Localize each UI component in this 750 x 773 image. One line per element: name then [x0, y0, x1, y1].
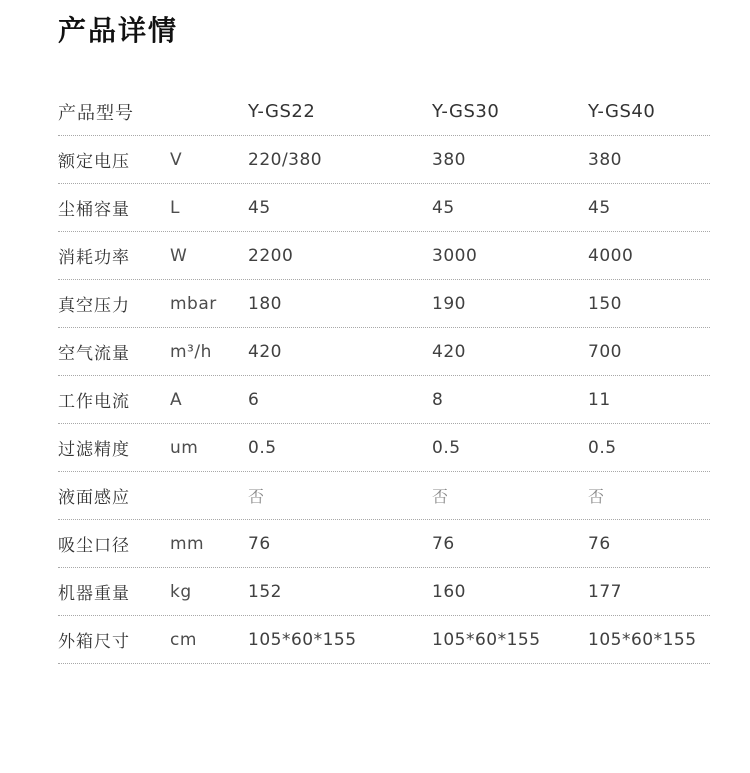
spec-label: 空气流量	[58, 344, 130, 364]
spec-value: 3000	[432, 245, 478, 266]
spec-unit: m³/h	[170, 341, 212, 362]
spec-value: 4000	[588, 245, 634, 266]
header-model-label: 产品型号	[58, 102, 134, 124]
spec-label: 真空压力	[58, 296, 130, 316]
spec-value: 8	[432, 389, 444, 410]
spec-value: 177	[588, 581, 622, 602]
model-name: Y-GS30	[432, 101, 500, 122]
table-row	[58, 232, 710, 280]
spec-value: 105*60*155	[248, 629, 357, 650]
table-row	[58, 376, 710, 424]
table-row	[58, 568, 710, 616]
spec-label: 吸尘口径	[58, 536, 130, 556]
spec-value: 76	[432, 533, 455, 554]
spec-value: 700	[588, 341, 622, 362]
spec-value: 76	[588, 533, 611, 554]
spec-value: 2200	[248, 245, 294, 266]
model-name: Y-GS40	[588, 101, 656, 122]
spec-unit: kg	[170, 581, 192, 602]
spec-value: 0.5	[432, 437, 461, 458]
spec-value: 380	[432, 149, 466, 170]
spec-unit: L	[170, 197, 180, 218]
table-header-row	[58, 88, 710, 136]
spec-value: 0.5	[588, 437, 617, 458]
spec-value: 420	[432, 341, 466, 362]
spec-value: 220/380	[248, 149, 323, 170]
spec-label: 额定电压	[58, 152, 130, 172]
spec-value: 160	[432, 581, 466, 602]
table-row	[58, 328, 710, 376]
table-row	[58, 472, 710, 520]
spec-value: 45	[432, 197, 455, 218]
spec-unit: mm	[170, 533, 205, 554]
spec-value: 6	[248, 389, 260, 410]
spec-label: 过滤精度	[58, 440, 130, 460]
spec-value: 152	[248, 581, 282, 602]
spec-value: 否	[248, 487, 265, 506]
spec-value: 190	[432, 293, 466, 314]
spec-value: 180	[248, 293, 282, 314]
table-row	[58, 136, 710, 184]
spec-unit: W	[170, 245, 188, 266]
spec-value: 11	[588, 389, 611, 410]
spec-unit: um	[170, 437, 199, 458]
spec-value: 否	[432, 487, 449, 506]
spec-label: 外箱尺寸	[58, 632, 130, 652]
spec-unit: cm	[170, 629, 197, 650]
spec-value: 105*60*155	[432, 629, 541, 650]
table-row	[58, 184, 710, 232]
table-row	[58, 280, 710, 328]
spec-value: 0.5	[248, 437, 277, 458]
spec-value: 420	[248, 341, 282, 362]
spec-value: 45	[248, 197, 271, 218]
spec-unit: A	[170, 389, 183, 410]
table-row	[58, 520, 710, 568]
spec-value: 380	[588, 149, 622, 170]
spec-value: 否	[588, 487, 605, 506]
spec-label: 液面感应	[58, 488, 130, 508]
spec-value: 76	[248, 533, 271, 554]
spec-label: 机器重量	[58, 584, 130, 604]
table-row	[58, 424, 710, 472]
spec-label: 工作电流	[58, 392, 130, 412]
table-row	[58, 616, 710, 664]
spec-unit: V	[170, 149, 183, 170]
model-name: Y-GS22	[248, 101, 316, 122]
spec-value: 105*60*155	[588, 629, 697, 650]
spec-unit: mbar	[170, 293, 217, 314]
spec-value: 45	[588, 197, 611, 218]
page-title: 产品详情	[58, 14, 179, 47]
table-body	[58, 136, 710, 664]
spec-label: 尘桶容量	[58, 200, 130, 220]
spec-value: 150	[588, 293, 622, 314]
spec-label: 消耗功率	[58, 248, 130, 268]
spec-table	[58, 88, 710, 664]
